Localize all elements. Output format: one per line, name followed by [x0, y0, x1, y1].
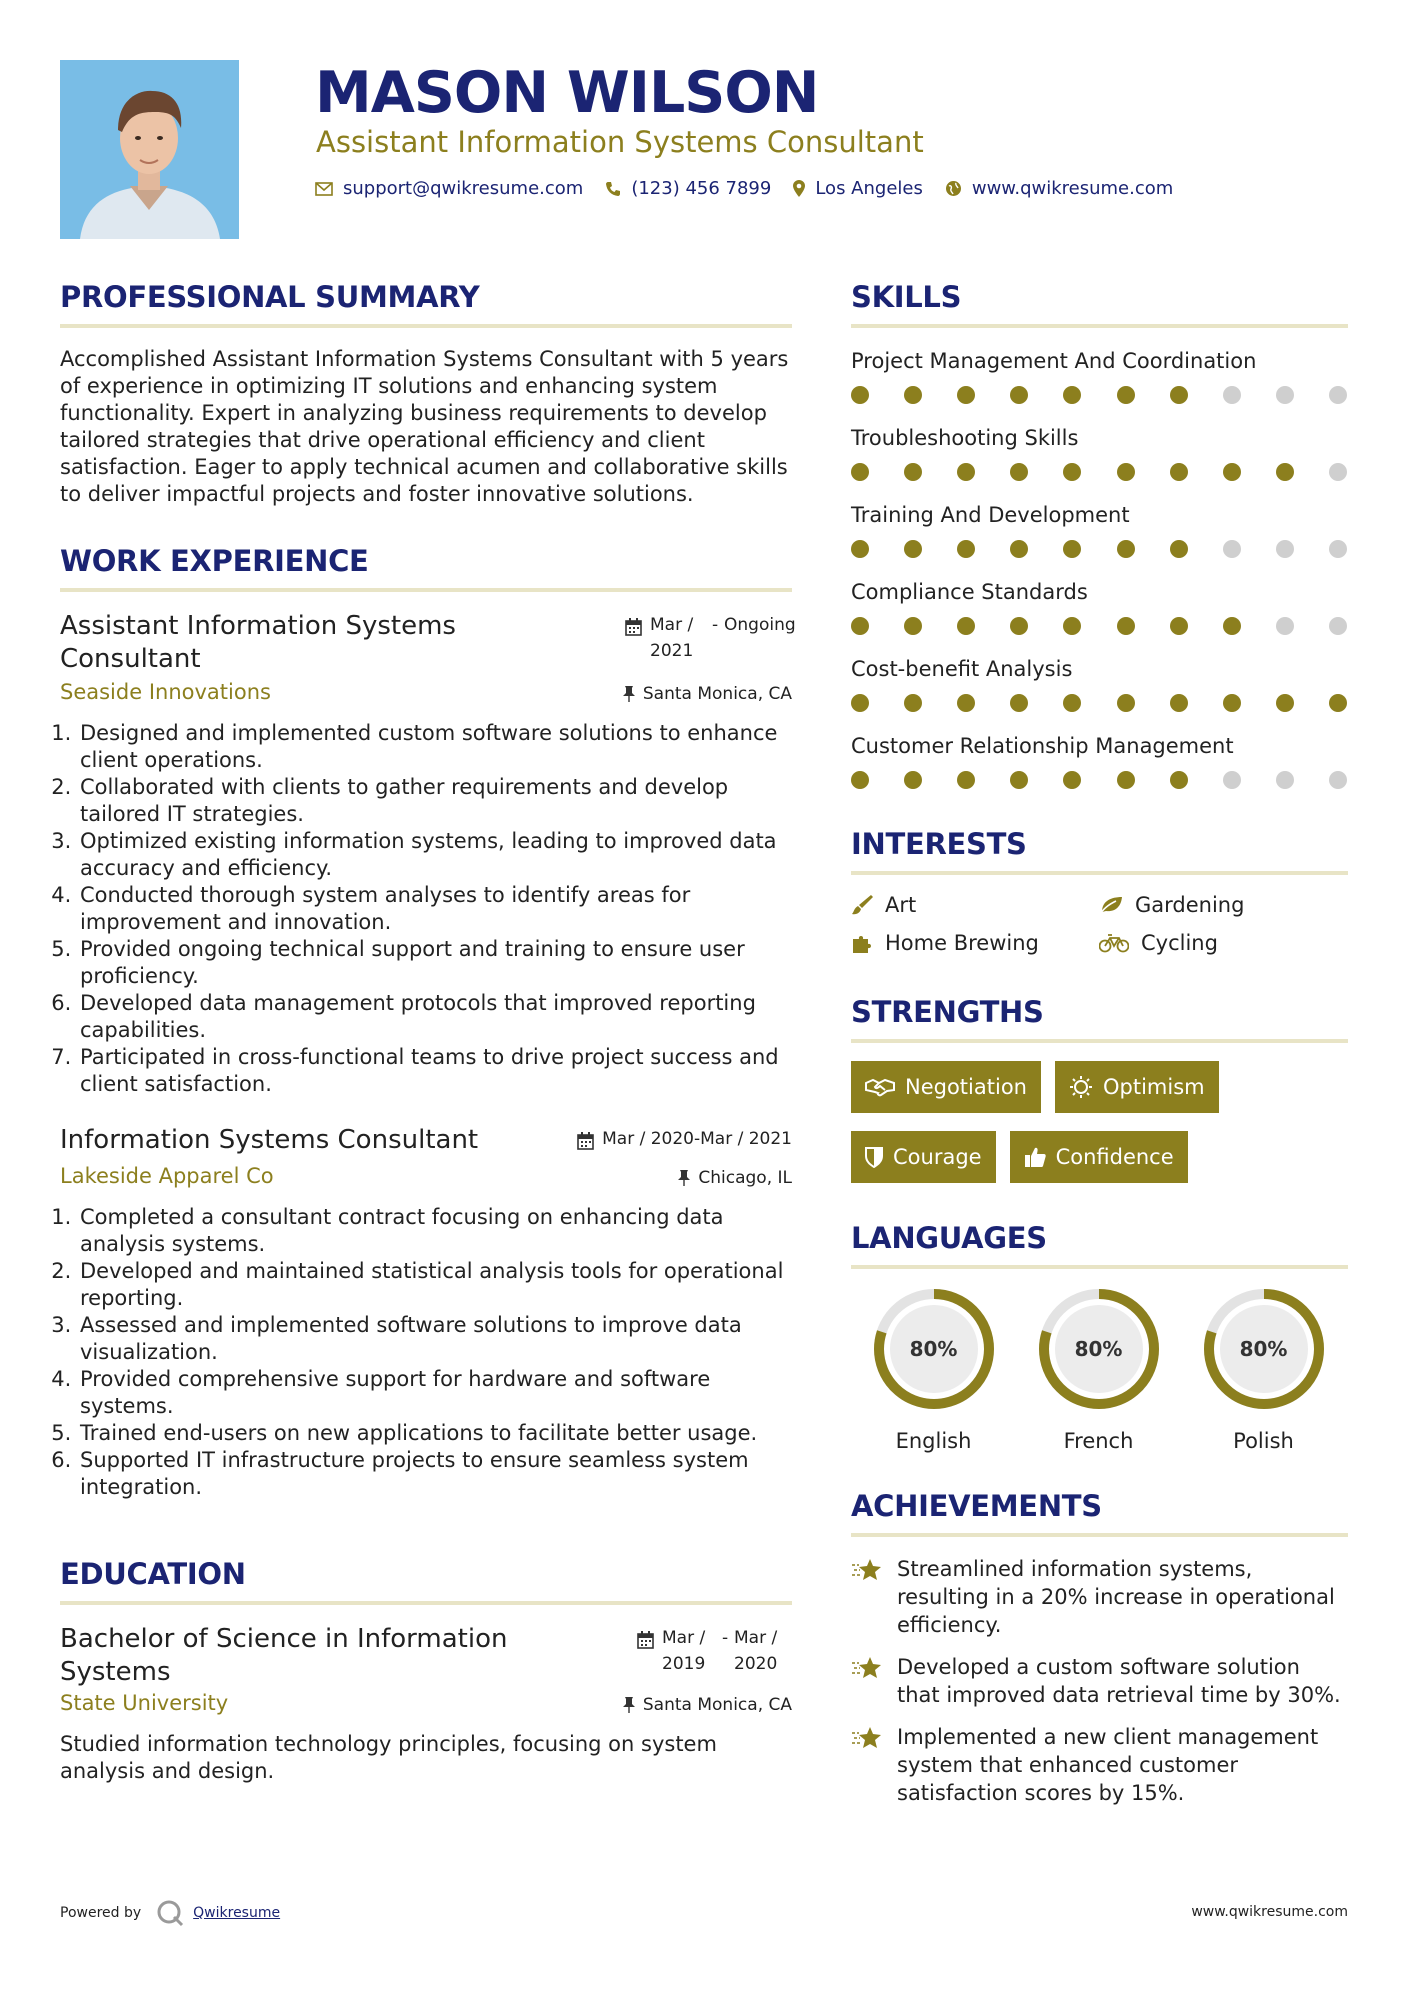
duties-list: [60, 1204, 792, 1501]
degree-title: Bachelor of Science in Information Systems: [60, 1624, 508, 1687]
skill-name: Troubleshooting Skills: [851, 426, 1079, 450]
contact-email[interactable]: [315, 178, 583, 199]
rating-dot-filled: [1063, 540, 1081, 558]
rating-dot-filled: [1223, 617, 1241, 635]
job-location: Santa Monica, CA: [623, 684, 792, 704]
rating-dot-filled: [1170, 540, 1188, 558]
rating-dot-filled: [957, 694, 975, 712]
rating-dot-filled: [1063, 694, 1081, 712]
rating-dot-filled: [851, 771, 869, 789]
puzzle-icon: [851, 932, 873, 954]
rating-dot-filled: [957, 386, 975, 404]
language-name: English: [895, 1429, 972, 1453]
contact-website[interactable]: [945, 178, 1173, 199]
calendar-icon: [637, 1631, 654, 1649]
star-badge-icon: [851, 1655, 883, 1681]
rating-dot-filled: [851, 617, 869, 635]
interest-item: Home Brewing: [851, 931, 1099, 955]
rating-dot-filled: [1117, 463, 1135, 481]
interest-item: Art: [851, 893, 1099, 917]
rating-dot-filled: [1010, 386, 1028, 404]
sun-icon: [1069, 1075, 1093, 1099]
map-pin-icon: [793, 180, 805, 197]
job-entry: [60, 1124, 792, 1501]
job-entry: [60, 610, 796, 1098]
summary-heading: PROFESSIONAL SUMMARY: [60, 270, 792, 328]
rating-dot-filled: [1276, 463, 1294, 481]
rating-dot-filled: [1170, 694, 1188, 712]
rating-dot-empty: [1223, 771, 1241, 789]
skill-item: [851, 731, 1348, 789]
pushpin-icon: [623, 1697, 635, 1713]
right-column: [851, 270, 1348, 1821]
job-date-end: Ongoing: [724, 615, 796, 635]
interests-list: [851, 893, 1348, 955]
duty-item: 3. Optimized existing information systems, leading to improved data accuracy and efficiency.: [78, 828, 792, 882]
language-percent: 80%: [1239, 1337, 1288, 1361]
email-text: support@qwikresume.com: [343, 178, 584, 199]
rating-dot-empty: [1329, 771, 1347, 789]
rating-dot-filled: [957, 771, 975, 789]
skill-rating: [851, 694, 1347, 712]
summary-text: Accomplished Assistant Information Systems Consultant with 5 years of experience in optimizing IT solutions and enhancing system functionality. Expert in analyzing business requirements to develop tailored strategies that drive operational efficiency and client satisfaction. Eager to apply technical acumen and collaborative skills to deliver impactful projects and foster innovative solutions.: [60, 347, 789, 506]
rating-dot-filled: [1063, 463, 1081, 481]
contact-phone[interactable]: [605, 178, 771, 199]
duty-item: 7. Participated in cross-functional teams to drive project success and client satisfaction.: [78, 1044, 792, 1098]
envelope-icon: [315, 182, 333, 196]
calendar-icon: [577, 1132, 594, 1150]
experience-heading: WORK EXPERIENCE: [60, 534, 792, 592]
rating-dot-filled: [1170, 463, 1188, 481]
phone-icon: [605, 181, 621, 197]
language-percent: 80%: [909, 1337, 958, 1361]
education-date: Mar / 2019 - Mar / 2020: [637, 1625, 792, 1677]
achievements-list: [851, 1555, 1348, 1807]
rating-dot-filled: [904, 771, 922, 789]
rating-dot-filled: [957, 540, 975, 558]
education-description: Studied information technology principles, focusing on system analysis and design.: [60, 1732, 717, 1783]
rating-dot-empty: [1329, 463, 1347, 481]
duty-item: 6. Supported IT infrastructure projects to ensure seamless system integration.: [78, 1447, 792, 1501]
rating-dot-filled: [1170, 617, 1188, 635]
rating-dot-filled: [1170, 771, 1188, 789]
duty-item: 6. Developed data management protocols that improved reporting capabilities.: [78, 990, 792, 1044]
rating-dot-filled: [1117, 771, 1135, 789]
calendar-icon: [625, 618, 642, 636]
globe-icon: [945, 180, 962, 197]
education-date-end: Mar / 2020: [734, 1628, 778, 1674]
rating-dot-filled: [851, 694, 869, 712]
interest-item: Gardening: [1099, 893, 1347, 917]
shield-icon: [865, 1146, 883, 1168]
achievement-item: Implemented a new client management system that enhanced customer satisfaction scores by 15%.: [851, 1723, 1348, 1807]
duty-item: 4. Provided comprehensive support for hardware and software systems.: [78, 1366, 792, 1420]
duty-item: 2. Collaborated with clients to gather requirements and develop tailored IT strategies.: [78, 774, 792, 828]
rating-dot-filled: [1329, 694, 1347, 712]
duty-item: 3. Assessed and implemented software solutions to improve data visualization.: [78, 1312, 792, 1366]
rating-dot-filled: [904, 540, 922, 558]
languages-list: [851, 1287, 1348, 1453]
contact-bar: [315, 178, 1195, 199]
footer-powered-by: Powered by Qwikresume: [60, 1898, 280, 1928]
website-text: www.qwikresume.com: [971, 178, 1174, 199]
rating-dot-filled: [904, 386, 922, 404]
rating-dot-filled: [957, 617, 975, 635]
strength-tag: Negotiation: [851, 1061, 1041, 1113]
job-date: Mar / 2021 - Ongoing: [625, 612, 792, 664]
achievement-item: Developed a custom software solution that improved data retrieval time by 30%.: [851, 1653, 1348, 1709]
duty-item: 1. Designed and implemented custom software solutions to enhance client operations.: [78, 720, 792, 774]
job-date: [577, 1126, 792, 1152]
education-section: [60, 1547, 792, 1785]
skills-heading: SKILLS: [851, 270, 1348, 328]
job-title: Information Systems Consultant: [60, 1125, 479, 1155]
skill-rating: [851, 463, 1347, 481]
skill-item: [851, 654, 1348, 712]
star-badge-icon: [851, 1557, 883, 1583]
strengths-list: [851, 1061, 1348, 1183]
strength-tag: Confidence: [1010, 1131, 1188, 1183]
paintbrush-icon: [851, 894, 873, 916]
rating-dot-empty: [1329, 540, 1347, 558]
rating-dot-empty: [1276, 617, 1294, 635]
skill-item: [851, 346, 1348, 404]
job-title: Assistant Information Systems Consultant: [60, 611, 456, 674]
qwikresume-link[interactable]: Qwikresume: [193, 1905, 281, 1921]
skill-item: [851, 500, 1348, 558]
rating-dot-empty: [1276, 771, 1294, 789]
rating-dot-filled: [1276, 694, 1294, 712]
rating-dot-filled: [1010, 617, 1028, 635]
rating-dot-empty: [1329, 386, 1347, 404]
strength-tag: Courage: [851, 1131, 996, 1183]
phone-text: (123) 456 7899: [631, 178, 772, 199]
rating-dot-filled: [1010, 463, 1028, 481]
language-item: [1016, 1287, 1181, 1453]
rating-dot-empty: [1329, 617, 1347, 635]
rating-dot-filled: [904, 617, 922, 635]
job-date-start: Mar / 2021: [650, 615, 694, 661]
language-percent: 80%: [1074, 1337, 1123, 1361]
pushpin-icon: [623, 686, 635, 702]
duty-item: 5. Trained end-users on new applications to facilitate better usage.: [78, 1420, 792, 1447]
rating-dot-filled: [1117, 540, 1135, 558]
star-badge-icon: [851, 1725, 883, 1751]
achievements-heading: ACHIEVEMENTS: [851, 1479, 1348, 1537]
rating-dot-filled: [957, 463, 975, 481]
school-location: Santa Monica, CA: [623, 1695, 792, 1715]
skill-name: Training And Development: [851, 503, 1130, 527]
rating-dot-filled: [1010, 540, 1028, 558]
rating-dot-filled: [904, 463, 922, 481]
language-name: French: [1063, 1429, 1134, 1453]
skill-name: Compliance Standards: [851, 580, 1088, 604]
rating-dot-filled: [1063, 771, 1081, 789]
location-text: Los Angeles: [815, 178, 923, 199]
rating-dot-filled: [1170, 386, 1188, 404]
profile-photo: [60, 60, 239, 239]
footer-website[interactable]: www.qwikresume.com: [1191, 1904, 1348, 1920]
skill-name: Cost-benefit Analysis: [851, 657, 1073, 681]
skill-name: Project Management And Coordination: [851, 349, 1257, 373]
skill-rating: [851, 771, 1347, 789]
skill-rating: [851, 617, 1347, 635]
rating-dot-filled: [851, 386, 869, 404]
leaf-icon: [1099, 895, 1123, 915]
duty-item: 4. Conducted thorough system analyses to identify areas for improvement and innovation.: [78, 882, 792, 936]
skills-list: [851, 346, 1348, 789]
candidate-name: MASON WILSON: [315, 60, 819, 126]
achievement-item: Streamlined information systems, resulting in a 20% increase in operational efficiency.: [851, 1555, 1348, 1639]
left-column: [60, 270, 796, 1785]
rating-dot-filled: [904, 694, 922, 712]
language-item: [1181, 1287, 1346, 1453]
duty-item: 1. Completed a consultant contract focusing on enhancing data analysis systems.: [78, 1204, 792, 1258]
pushpin-icon: [678, 1170, 690, 1186]
education-heading: EDUCATION: [60, 1547, 792, 1605]
duty-item: 5. Provided ongoing technical support and training to ensure user proficiency.: [78, 936, 792, 990]
rating-dot-filled: [1063, 617, 1081, 635]
rating-dot-filled: [851, 463, 869, 481]
strength-tag: Optimism: [1055, 1061, 1219, 1113]
rating-dot-filled: [1010, 771, 1028, 789]
school-name: State University: [60, 1691, 229, 1715]
qwikresume-logo-icon: [155, 1898, 185, 1928]
rating-dot-filled: [1117, 617, 1135, 635]
rating-dot-filled: [851, 540, 869, 558]
duty-item: 2. Developed and maintained statistical analysis tools for operational reporting.: [78, 1258, 792, 1312]
languages-heading: LANGUAGES: [851, 1211, 1348, 1269]
thumbs-up-icon: [1024, 1146, 1046, 1168]
rating-dot-empty: [1223, 540, 1241, 558]
education-date-start: Mar / 2019: [662, 1628, 706, 1674]
interests-heading: INTERESTS: [851, 817, 1348, 875]
rating-dot-filled: [1010, 694, 1028, 712]
contact-location: [793, 178, 923, 199]
strengths-heading: STRENGTHS: [851, 985, 1348, 1043]
bicycle-icon: [1099, 933, 1129, 953]
handshake-icon: [865, 1077, 895, 1097]
company-name: Lakeside Apparel Co: [60, 1164, 274, 1188]
company-name: Seaside Innovations: [60, 680, 271, 704]
skill-rating: [851, 540, 1347, 558]
language-item: [851, 1287, 1016, 1453]
rating-dot-filled: [1117, 694, 1135, 712]
rating-dot-filled: [1223, 694, 1241, 712]
skill-rating: [851, 386, 1347, 404]
skill-name: Customer Relationship Management: [851, 734, 1234, 758]
job-location: Chicago, IL: [678, 1168, 792, 1188]
interest-item: Cycling: [1099, 931, 1347, 955]
rating-dot-empty: [1276, 386, 1294, 404]
rating-dot-empty: [1223, 386, 1241, 404]
rating-dot-empty: [1276, 540, 1294, 558]
duties-list: [60, 720, 792, 1098]
rating-dot-filled: [1063, 386, 1081, 404]
rating-dot-filled: [1223, 463, 1241, 481]
rating-dot-filled: [1117, 386, 1135, 404]
candidate-title: Assistant Information Systems Consultant: [316, 125, 924, 159]
skill-item: [851, 423, 1348, 481]
job-date-range: Mar / 2020-Mar / 2021: [602, 1129, 792, 1149]
language-name: Polish: [1233, 1429, 1294, 1453]
skill-item: [851, 577, 1348, 635]
